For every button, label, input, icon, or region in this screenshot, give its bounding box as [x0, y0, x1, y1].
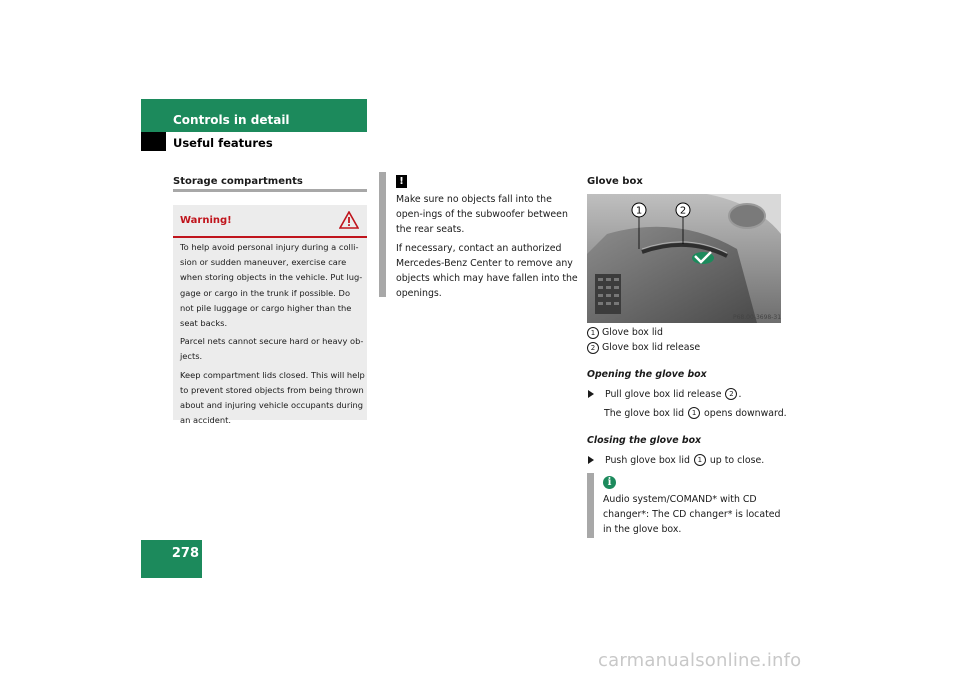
watermark: carmanualsonline.info [598, 650, 802, 671]
section-subtitle: Useful features [173, 136, 273, 150]
legend-number: 2 [587, 342, 599, 354]
warning-title: Warning! [180, 215, 232, 226]
photo-callout-1: 1 [635, 205, 643, 217]
warning-body [180, 240, 366, 431]
glovebox-legend [587, 326, 700, 355]
warning-paragraph: Keep compartment lids closed. This will help to prevent stored objects from being thrown about and injuring vehicle occupants during an accident. [180, 369, 365, 426]
legend-text: Glove box lid release [602, 341, 701, 353]
legend-text: Glove box lid [602, 327, 663, 338]
exclamation-icon: ! [396, 175, 407, 188]
result-text: opens downward. [701, 408, 787, 419]
warning-rule [173, 236, 367, 238]
storage-heading: Storage compartments [173, 176, 303, 187]
info-text: Audio system/COMAND* with CD changer*: The CD changer* is located in the glove box. [603, 494, 781, 535]
legend-number: 1 [587, 327, 599, 339]
step-text: up to close. [706, 455, 765, 466]
inline-number: 1 [694, 454, 706, 466]
note-sidebar [379, 172, 386, 297]
info-icon: i [603, 476, 616, 489]
photo-code: P68.00-3698-31 [733, 314, 781, 321]
warning-triangle-icon [339, 211, 359, 229]
legend-item [587, 326, 700, 341]
page-number: 278 [171, 546, 199, 561]
opening-result [604, 407, 787, 419]
step-text: . [738, 389, 742, 400]
inline-number: 1 [688, 407, 700, 419]
step-text: Pull glove box lid release [605, 389, 725, 400]
step-arrow-icon [588, 456, 594, 464]
note-paragraph: If necessary, contact an authorized Mercedes-Benz Center to remove any objects which may have fallen into the openings. [396, 243, 578, 299]
info-sidebar [587, 473, 594, 538]
warning-paragraph: To help avoid personal injury during a colli-sion or sudden maneuver, exercise care when storing objects in the vehicle. Put lug-gage or cargo in the trunk if possible. Do not pile luggage or cargo higher than the seat backs. [180, 242, 363, 329]
closing-heading: Closing the glove box [587, 435, 702, 446]
heading-rule [173, 189, 367, 192]
closing-step [587, 454, 764, 466]
step-arrow-icon [588, 390, 594, 398]
glovebox-heading: Glove box [587, 176, 643, 187]
note-body [396, 192, 578, 305]
result-text: The glove box lid [604, 408, 688, 419]
header-tab-marker [141, 132, 166, 151]
legend-item [587, 341, 700, 356]
glovebox-photo [587, 194, 781, 323]
chapter-title: Controls in detail [173, 113, 290, 127]
step-text: Push glove box lid [605, 455, 693, 466]
opening-heading: Opening the glove box [587, 369, 707, 380]
photo-callout-2: 2 [679, 205, 687, 217]
note-paragraph: Make sure no objects fall into the open-ings of the subwoofer between the rear seats. [396, 194, 568, 235]
warning-paragraph: Parcel nets cannot secure hard or heavy ob-jects. [180, 336, 364, 362]
inline-number: 2 [725, 388, 737, 400]
opening-step [587, 388, 741, 400]
